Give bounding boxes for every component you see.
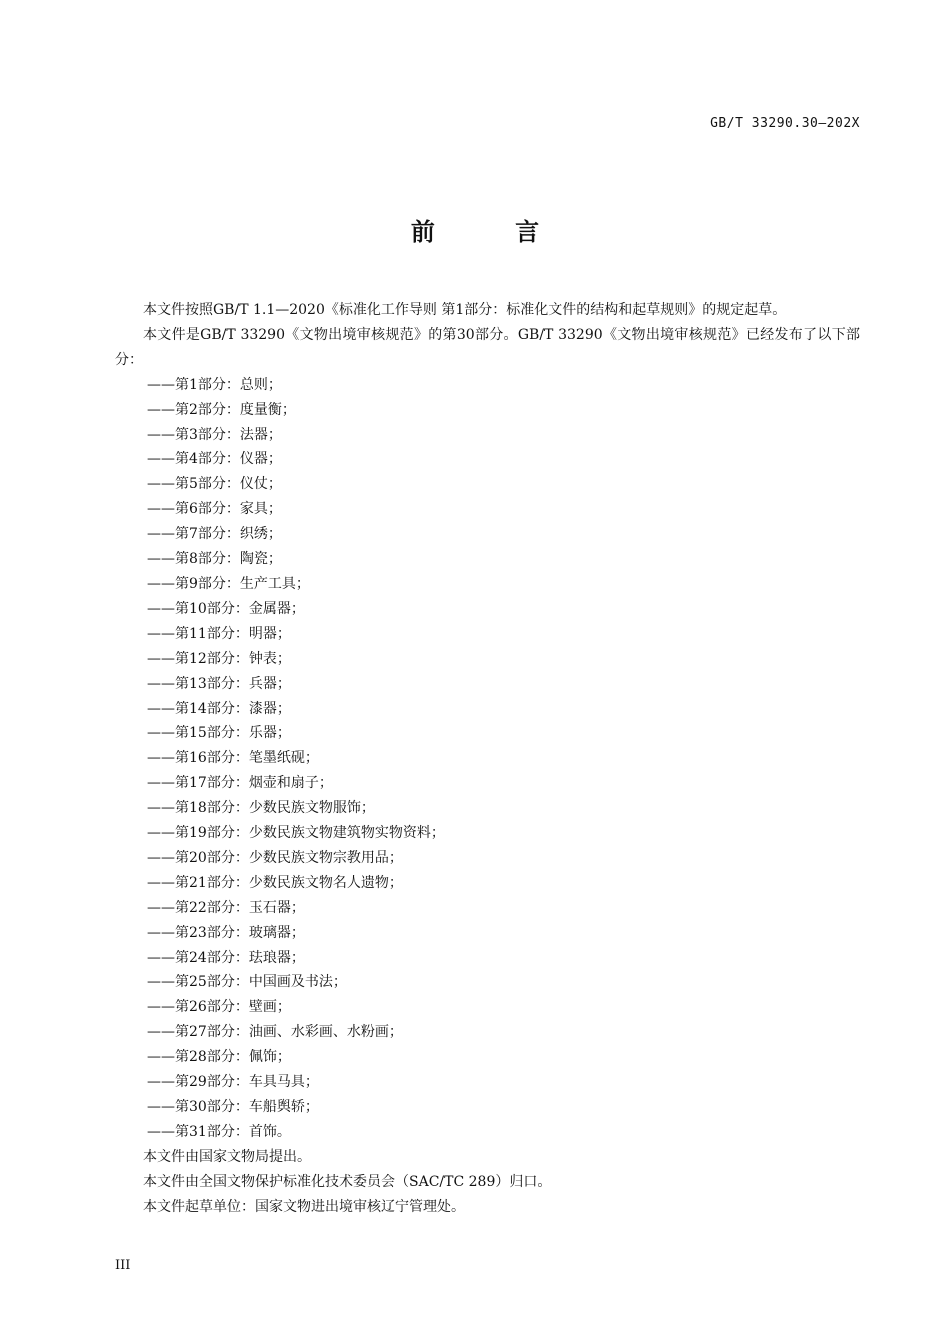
list-item: ——第21部分：少数民族文物名人遗物； <box>147 874 403 891</box>
list-item: ——第16部分：笔墨纸砚； <box>147 750 319 767</box>
list-item: ——第28部分：佩饰； <box>147 1049 291 1066</box>
list-item: ——第1部分：总则； <box>147 376 282 393</box>
list-item: ——第2部分：度量衡； <box>147 401 296 418</box>
list-item: ——第30部分：车船舆轿； <box>147 1099 319 1115</box>
list-item: ——第11部分：明器； <box>147 625 291 642</box>
list-item: ——第20部分：少数民族文物宗教用品； <box>147 849 403 866</box>
list-item: ——第14部分：漆器； <box>147 700 291 717</box>
paragraph-proposer: 本文件由国家文物局提出。 <box>143 1148 311 1165</box>
paragraph-drafting-rules: 本文件按照GB/T 1.1—2020《标准化工作导则 第1部分：标准化文件的结构和起草规则》的规定起草。 <box>143 302 787 318</box>
list-item: ——第8部分：陶瓷； <box>147 551 282 568</box>
list-item: ——第4部分：仪器； <box>147 451 282 468</box>
list-item: ——第24部分：珐琅器； <box>147 949 305 966</box>
list-item: ——第27部分：油画、水彩画、水粉画； <box>147 1024 403 1041</box>
paragraph-drafting-unit: 本文件起草单位：国家文物进出境审核辽宁管理处。 <box>143 1198 465 1215</box>
list-item: ——第26部分：壁画； <box>147 999 291 1016</box>
list-item: ——第22部分：玉石器； <box>147 899 305 916</box>
list-item: ——第17部分：烟壶和扇子； <box>147 775 333 792</box>
list-item: ——第6部分：家具； <box>147 501 282 518</box>
list-item: ——第13部分：兵器； <box>147 675 291 692</box>
list-item: ——第31部分：首饰。 <box>147 1123 291 1140</box>
list-item: ——第7部分：织绣； <box>147 526 282 543</box>
list-item: ——第15部分：乐器； <box>147 725 291 742</box>
document-code: GB/T 33290.30—202X <box>710 116 860 131</box>
foreword-body <box>115 298 860 1220</box>
parts-list <box>115 373 860 1145</box>
list-item: ——第5部分：仪仗； <box>147 476 282 493</box>
list-item: ——第10部分：金属器； <box>147 600 305 617</box>
list-item: ——第12部分：钟表； <box>147 650 291 667</box>
list-item: ——第25部分：中国画及书法； <box>147 974 347 991</box>
list-item: ——第29部分：车具马具； <box>147 1074 319 1091</box>
page-title: 前 言 <box>410 218 576 246</box>
list-item: ——第9部分：生产工具； <box>147 575 310 592</box>
paragraph-committee: 本文件由全国文物保护标准化技术委员会（SAC/TC 289）归口。 <box>143 1173 552 1190</box>
list-item: ——第3部分：法器； <box>147 426 282 443</box>
list-item: ——第19部分：少数民族文物建筑物实物资料； <box>147 825 445 842</box>
list-item: ——第18部分：少数民族文物服饰； <box>147 800 375 817</box>
page-number: III <box>115 1258 131 1273</box>
list-item: ——第23部分：玻璃器； <box>147 924 305 941</box>
paragraph-series-intro: 本文件是GB/T 33290《文物出境审核规范》的第30部分。GB/T 33290《文物出境审核规范》已经发布了以下部分： <box>115 326 860 368</box>
